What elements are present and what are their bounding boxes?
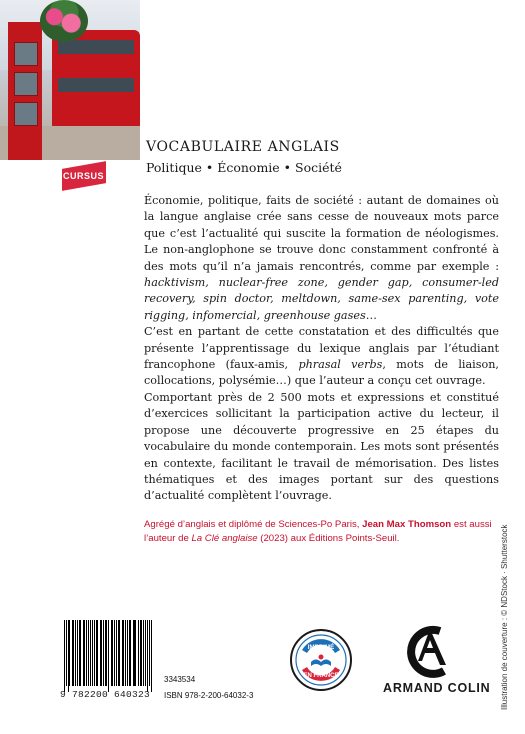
author-bio-start: Agrégé d’anglais et diplômé de Sciences-Po Paris, <box>144 519 363 530</box>
barcode-bar <box>143 620 144 686</box>
p1-run: hacktivism, nuclear-free zone, gender gap, consumer-led recovery, spin doctor, meltdown, same-sex parenting, vote rigging, infomercial, greenhouse gases <box>144 276 499 322</box>
barcode-bar <box>90 620 91 686</box>
book-subtitle: Politique • Économie • Société <box>146 160 342 175</box>
barcode-bar <box>77 620 78 686</box>
barcode-bar <box>119 620 120 686</box>
barcode-bar <box>108 620 109 692</box>
phone-booth-illustration <box>8 22 42 160</box>
p1-run: … <box>365 308 377 322</box>
barcode-bar <box>149 620 150 686</box>
barcode-bar <box>83 620 84 686</box>
book-title: VOCABULAIRE ANGLAIS <box>146 139 340 155</box>
barcode-bar <box>129 620 130 686</box>
barcode-bar <box>114 620 115 686</box>
barcode-bar <box>123 620 124 686</box>
isbn: ISBN 978-2-200-64032-3 <box>164 691 254 700</box>
paragraph-approach <box>144 324 499 390</box>
cover-photo <box>0 0 140 160</box>
paragraph-intro <box>144 193 499 324</box>
imprime-en-france-badge-icon <box>289 628 353 692</box>
series-badge <box>62 161 106 191</box>
barcode-icon <box>64 620 152 694</box>
barcode-bar <box>68 620 69 692</box>
product-code: 3343534 <box>164 675 196 684</box>
p2-run: , mots de liaison, collocations, polysémie…) que l’auteur a conçu cet ouvrage. <box>144 358 499 388</box>
barcode-bar <box>135 620 136 686</box>
badge-bottom-text: EN FRANCE <box>303 673 339 679</box>
badge-top-text: IMPRIMÉ <box>307 644 335 651</box>
illustration-credit: Illustration de couverture : © NDStock · Shutterstock <box>500 524 509 710</box>
author-bio-middle: est aussi l’auteur de <box>144 519 492 544</box>
barcode-number: 9 782200 640323 <box>60 689 151 700</box>
flower-basket <box>40 0 88 42</box>
barcode-bar <box>73 620 74 686</box>
p2-run: phrasal verbs <box>298 358 383 372</box>
barcode-info <box>164 672 253 704</box>
back-cover-text <box>144 193 499 505</box>
series-badge-label: CURSUS <box>63 171 105 182</box>
p2-run: C’est en partant de cette constatation et des difficultés que présente l’apprentissage du lexique anglais par l’étudiant francophone (faux-amis, <box>144 325 499 372</box>
barcode-bar <box>84 620 85 686</box>
paragraph-contents: Comportant près de 2 500 mots et expressions et constitué d’exercices sollicitant la participation active du lecteur, il propose une découverte progressive en 25 étapes du vocabulaire du monde contemporain. Les mots sont présentés en contexte, facilitant le travail de mémorisation. Des listes thématiques et des images portant sur des questions d’actualité complètent l’ouvrage. <box>144 390 499 503</box>
publisher-name: ARMAND COLIN <box>383 681 491 695</box>
armand-colin-logo-icon <box>400 625 466 679</box>
barcode-bar <box>96 620 97 686</box>
barcode-bar <box>100 620 101 686</box>
barcode-bar <box>138 620 139 686</box>
p1-run: Économie, politique, faits de société : autant de domaines où la langue anglaise crée sans cesse de nouveaux mots parce que c’est l’actualité qui suscite la formation de néologismes. Le non-anglophone se trouve donc constamment confronté à des mots qu’il n’a jamais rencontrés, comme par exemple : <box>144 194 499 273</box>
author-other-book: La Clé anglaise <box>191 533 258 544</box>
barcode-bar <box>106 620 107 686</box>
author-bio <box>144 518 504 546</box>
author-bio-end: (2023) aux Éditions Points-Seuil. <box>257 533 400 544</box>
bus-illustration <box>52 30 140 126</box>
author-name: Jean Max Thomson <box>362 519 452 530</box>
